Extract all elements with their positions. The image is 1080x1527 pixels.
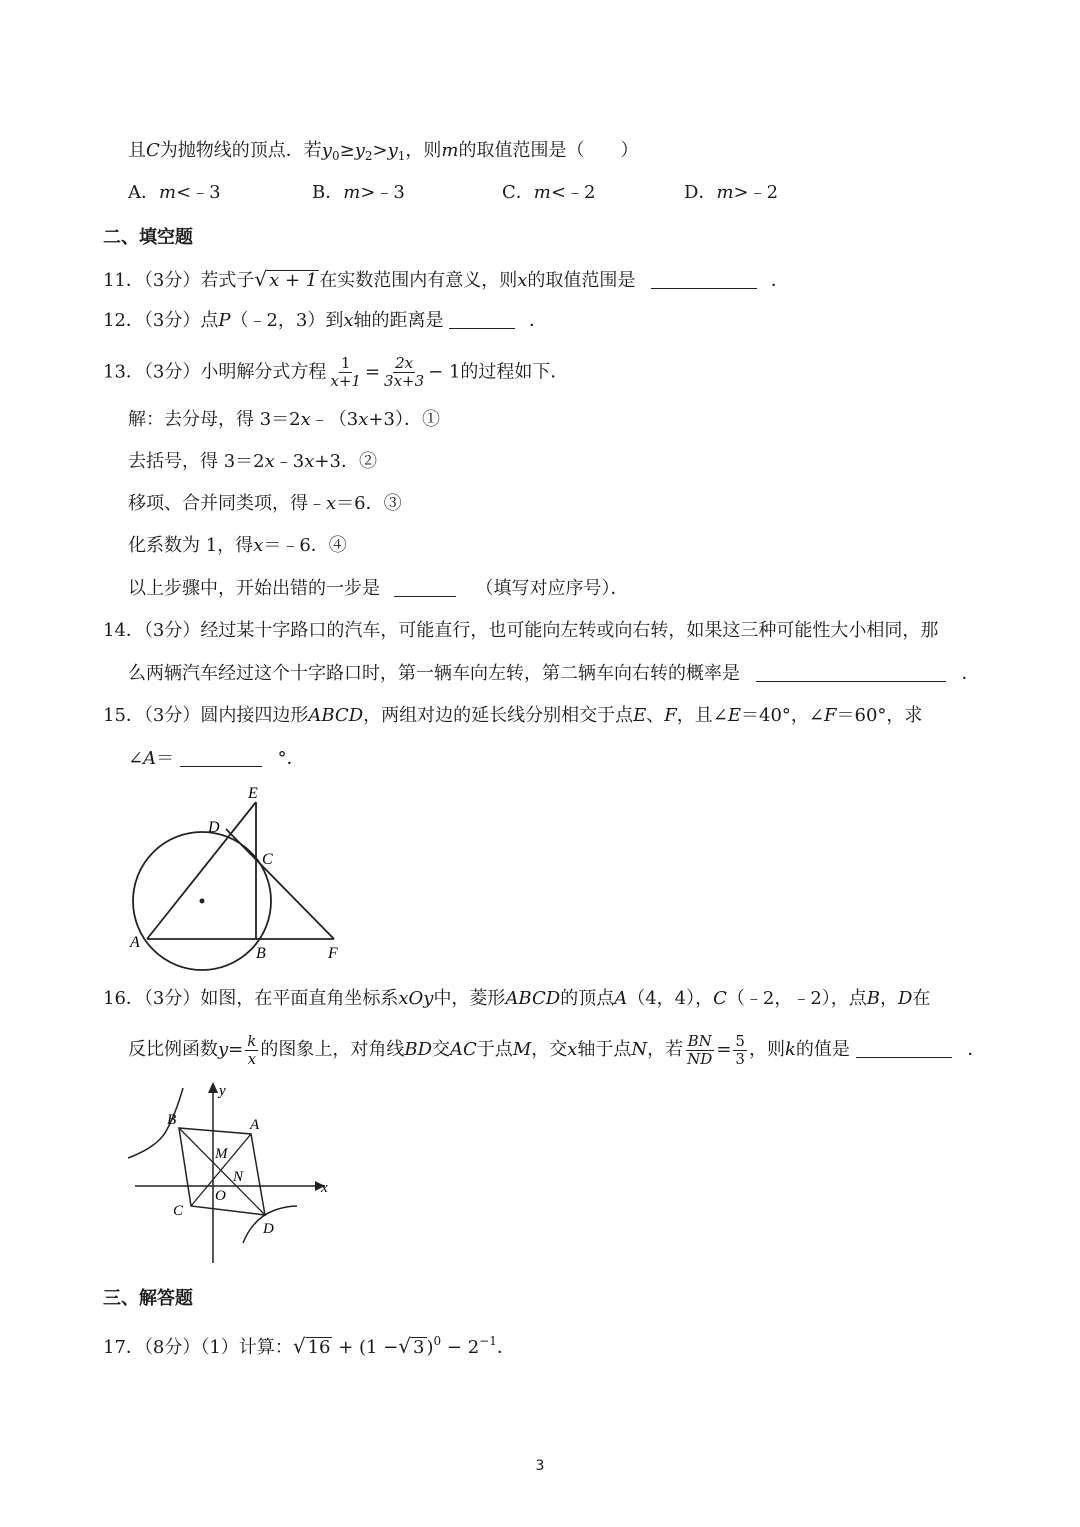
q13-step-2: 去括号，得 3＝2x﹣3x+3．② <box>128 451 377 472</box>
fraction: $\frac{1}{x+1}$ <box>330 354 361 390</box>
circle-center <box>200 899 205 904</box>
q13-step-1: 解：去分母，得 3＝2x﹣（3x+3）．① <box>128 409 440 430</box>
q11-answer-blank[interactable] <box>651 270 757 289</box>
label-d: D <box>208 819 220 836</box>
q15-answer-blank[interactable] <box>180 748 262 767</box>
label-n: N <box>233 1169 244 1185</box>
q11: 11．（3分）若式子√ x + 1 在实数范围内有意义，则x的取值范围是 ． <box>103 267 789 291</box>
q13-step-3: 移项、合并同类项，得﹣x＝6．③ <box>128 493 402 514</box>
q14-line-1: 14．（3分）经过某十字路口的汽车，可能直行，也可能向左转或向右转，如果这三种可能性大小相同，那 <box>103 620 939 641</box>
sqrt-symbol: √ <box>254 267 268 291</box>
page-number: 3 <box>535 1458 545 1474</box>
q16-line-2: 反比例函数y= $\frac{k}{x}$ 的图象上，对角线BD交AC于点M，交x轴于点N，若 $\frac{BN}{ND}$ = $\frac{5}{3}$ ，则k的值是 ． <box>128 1031 986 1068</box>
q10-stem-continuation: 且C为抛物线的顶点．若$y_0\ge y_2>y_1$，则m的取值范围是（ ） <box>128 140 639 163</box>
q15-circle-figure <box>120 780 350 975</box>
label-d: D <box>263 1221 274 1237</box>
fraction: $\frac{k}{x}$ <box>247 1031 257 1068</box>
q16-line-1: 16．（3分）如图，在平面直角坐标系xOy中，菱形ABCD的顶点A（4，4），C（﹣2，﹣2），点B，D在 <box>103 988 931 1009</box>
fraction: $\frac{5}{3}$ <box>735 1031 745 1068</box>
q16-answer-blank[interactable] <box>856 1039 952 1058</box>
q12: 12．（3分）点P（﹣2，3）到x轴的距离是 ． <box>103 310 548 331</box>
q13-stem: 13．（3分）小明解分式方程 $\frac{1}{x+1}$ = $\frac{2x}{3x+3}$ − 1的过程如下． <box>103 354 569 390</box>
q13-question: 以上步骤中，开始出错的一步是 （填写对应序号）． <box>128 578 629 599</box>
label-b: B <box>256 945 266 962</box>
q10-option-a[interactable]: A．m<﹣3 <box>128 182 221 203</box>
line-df <box>226 829 334 939</box>
label-e: E <box>248 785 258 802</box>
label-m: M <box>215 1146 228 1162</box>
q12-answer-blank[interactable] <box>449 310 515 329</box>
fraction: $\frac{2x}{3x+3}$ <box>384 354 425 390</box>
q15-line-2: ∠A＝ °． <box>128 748 305 769</box>
q13-step-4: 化系数为 1，得x＝﹣6．④ <box>128 535 347 556</box>
label-c: C <box>173 1203 184 1219</box>
q17: 17．（8分）（1）计算：√ 16 + (1 −√ 3 )$^0 - 2^{-1}$． <box>103 1334 515 1358</box>
line-ae <box>147 802 256 939</box>
label-a: A <box>130 934 140 951</box>
y-axis-arrow <box>208 1082 218 1093</box>
fraction: $\frac{BN}{ND}$ <box>687 1031 713 1068</box>
section-heading-solutions: 三、解答题 <box>103 1288 193 1309</box>
q16-rhombus-figure <box>125 1078 340 1268</box>
section-heading-fill-in: 二、填空题 <box>103 227 193 248</box>
label-y: y <box>219 1083 226 1099</box>
label-a: A <box>250 1117 260 1133</box>
label-o: O <box>215 1188 226 1204</box>
label-c: C <box>262 851 273 868</box>
sqrt-symbol: √ <box>292 1334 306 1358</box>
q13-answer-blank[interactable] <box>394 578 456 597</box>
q10-option-c[interactable]: C．m<﹣2 <box>502 182 596 203</box>
q14-answer-blank[interactable] <box>756 663 946 682</box>
q15-line-1: 15．（3分）圆内接四边形ABCD，两组对边的延长线分别相交于点E、F，且∠E＝40°，∠F＝60°，求 <box>103 705 923 726</box>
q14-line-2: 么两辆汽车经过这个十字路口时，第一辆车向左转，第二辆车向右转的概率是 ． <box>128 663 980 684</box>
q10-option-d[interactable]: D．m>﹣2 <box>684 182 779 203</box>
label-f: F <box>328 945 338 962</box>
sqrt-symbol: √ <box>398 1334 412 1358</box>
label-b: B <box>167 1112 177 1128</box>
q10-option-b[interactable]: B．m>﹣3 <box>312 182 405 203</box>
label-x: x <box>321 1180 328 1196</box>
